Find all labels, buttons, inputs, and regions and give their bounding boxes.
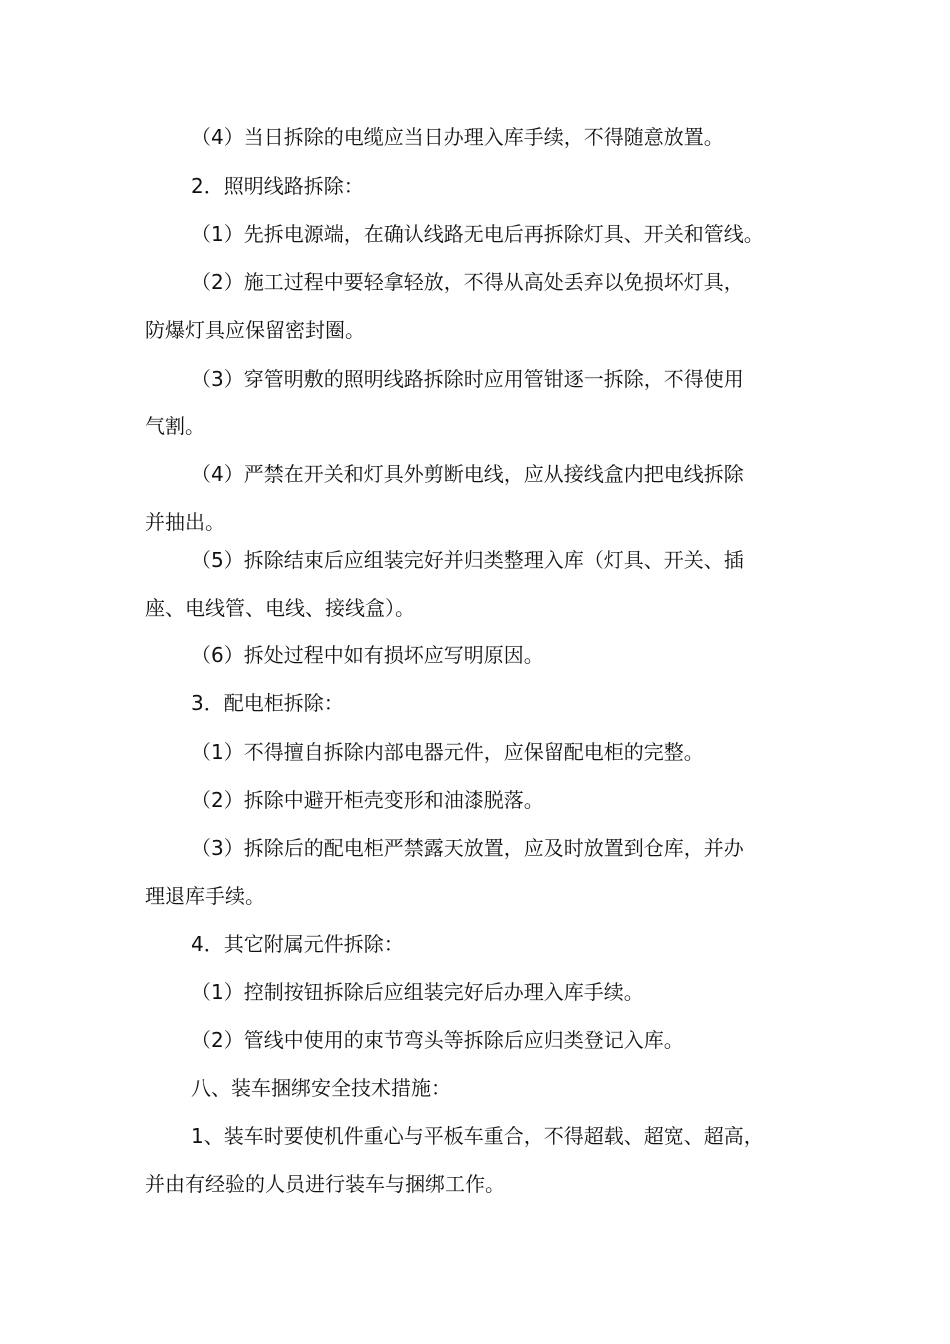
text-line: （3）穿管明敷的照明线路拆除时应用管钳逐一拆除，不得使用	[191, 367, 744, 391]
section-heading: 4．其它附属元件拆除：	[191, 932, 404, 956]
section-heading: 3．配电柜拆除：	[191, 691, 344, 715]
text-line: （3）拆除后的配电柜严禁露天放置，应及时放置到仓库，并办	[191, 836, 744, 860]
text-line: （1）不得擅自拆除内部电器元件，应保留配电柜的完整。	[191, 740, 704, 764]
text-line-continued: 座、电线管、电线、接线盒）。	[145, 596, 415, 620]
text-line: （6）拆处过程中如有损坏应写明原因。	[191, 643, 544, 667]
text-line: （5）拆除结束后应组装完好并归类整理入库（灯具、开关、插	[191, 548, 744, 572]
section-heading: 2．照明线路拆除：	[191, 174, 364, 198]
text-line: （4）当日拆除的电缆应当日办理入库手续，不得随意放置。	[191, 125, 724, 149]
text-line-continued: 并由有经验的人员进行装车与捆绑工作。	[145, 1172, 505, 1196]
text-line: （4）严禁在开关和灯具外剪断电线，应从接线盒内把电线拆除	[191, 462, 744, 486]
text-line-continued: 防爆灯具应保留密封圈。	[145, 318, 365, 342]
text-line: 1、装车时要使机件重心与平板车重合，不得超载、超宽、超高，	[191, 1124, 764, 1148]
text-line-continued: 并抽出。	[145, 510, 225, 534]
text-line: （2）管线中使用的束节弯头等拆除后应归类登记入库。	[191, 1028, 684, 1052]
text-line-continued: 理退库手续。	[145, 884, 265, 908]
text-line: （1）控制按钮拆除后应组装完好后办理入库手续。	[191, 980, 644, 1004]
text-line: （2）施工过程中要轻拿轻放，不得从高处丢弃以免损坏灯具，	[191, 270, 744, 294]
text-line: （1）先拆电源端，在确认线路无电后再拆除灯具、开关和管线。	[191, 222, 764, 246]
section-heading: 八、装车捆绑安全技术措施：	[191, 1076, 451, 1100]
text-line-continued: 气割。	[145, 414, 205, 438]
text-line: （2）拆除中避开柜壳变形和油漆脱落。	[191, 788, 544, 812]
